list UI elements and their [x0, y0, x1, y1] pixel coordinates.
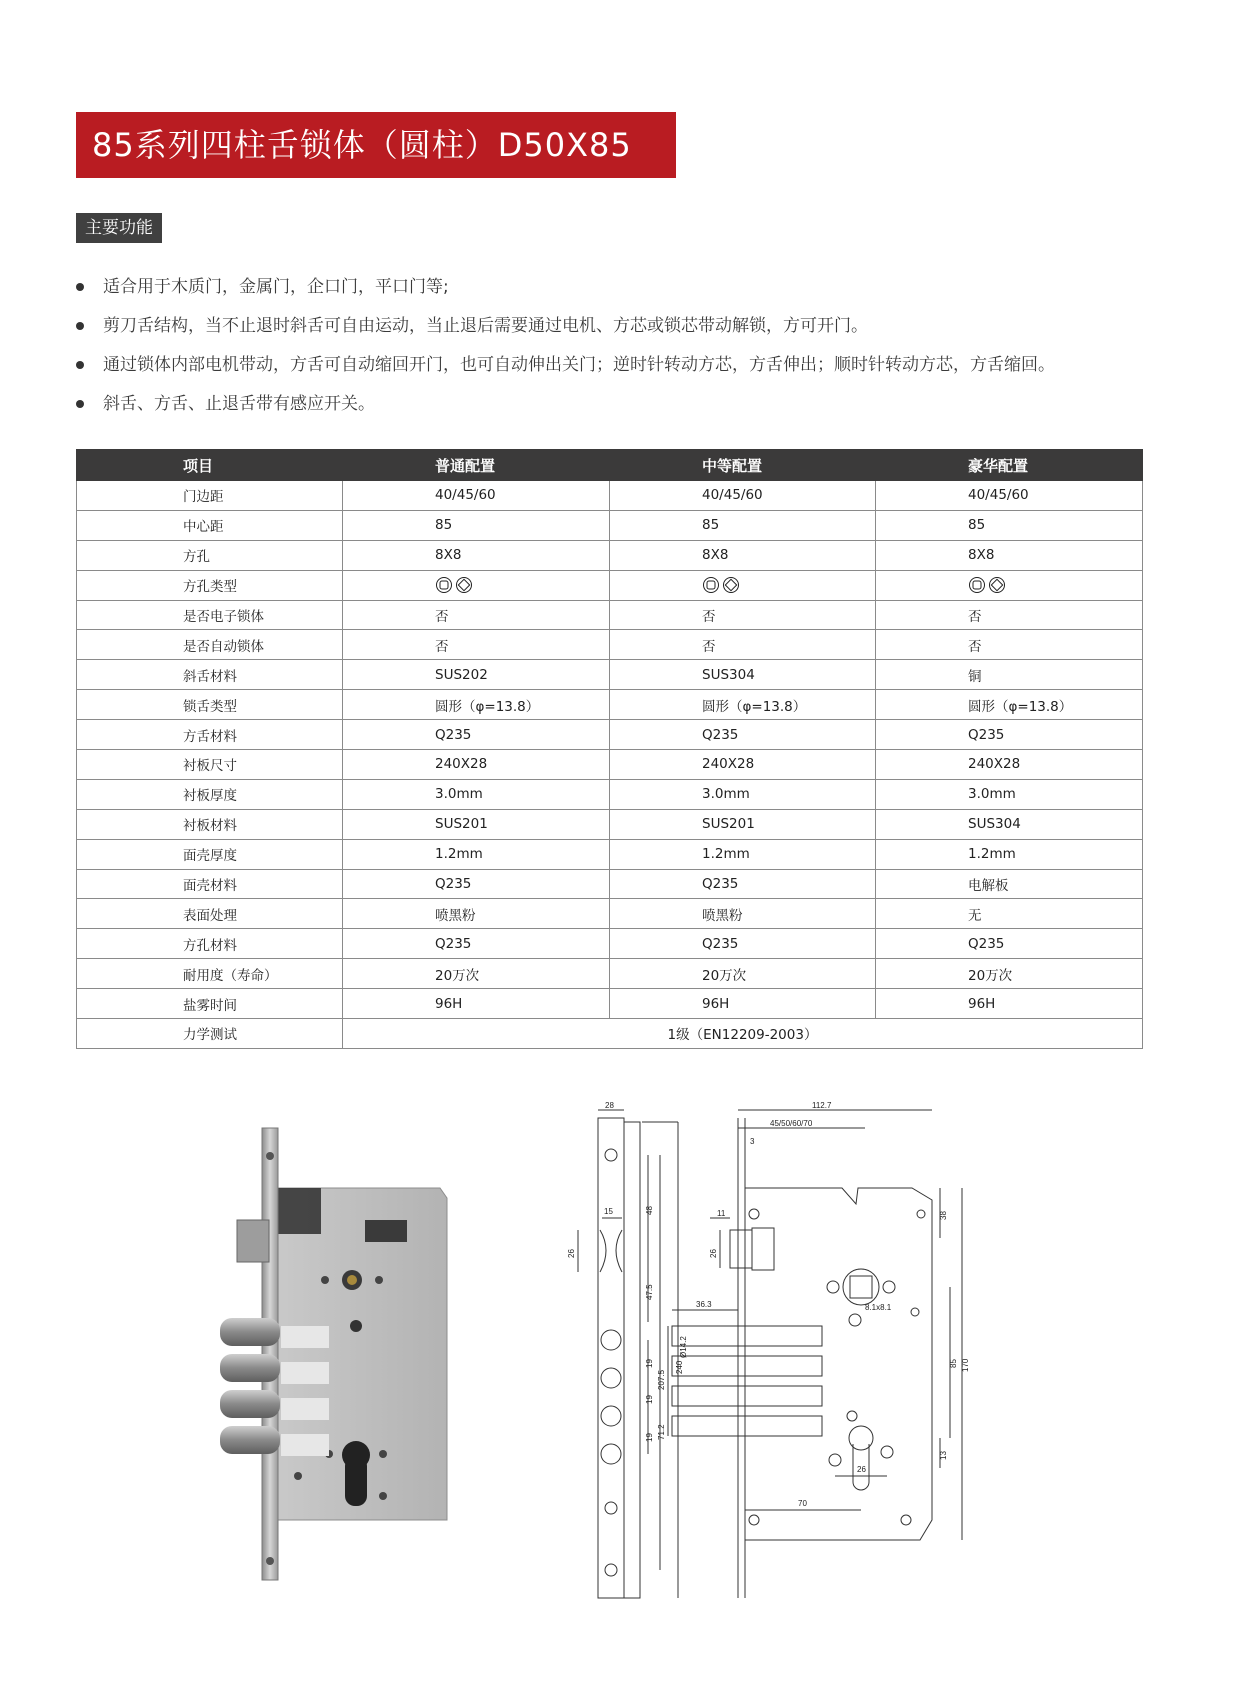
dim-26c: 26: [857, 1465, 866, 1474]
header-basic: 普通配置: [343, 450, 610, 481]
cell-value: 1.2mm: [876, 839, 1143, 869]
cell-value: 240X28: [876, 750, 1143, 780]
bullet-dot-icon: [76, 283, 84, 291]
row-label: 盐雾时间: [77, 989, 343, 1019]
cell-value: 无: [876, 899, 1143, 929]
table-row: [77, 959, 1143, 989]
cell-value: 否: [343, 630, 610, 660]
cell-value: 否: [610, 600, 876, 630]
table-header-row: [77, 450, 1143, 481]
cell-value: SUS201: [610, 809, 876, 839]
row-label: 方孔材料: [77, 929, 343, 959]
cell-value: 20万次: [876, 959, 1143, 989]
cell-value: [610, 570, 876, 600]
cell-value: 85: [610, 510, 876, 540]
cell-value: 圆形（φ=13.8）: [610, 690, 876, 720]
cell-value: [876, 570, 1143, 600]
feature-item: [76, 387, 1176, 426]
feature-text: 适合用于木质门，金属门，企口门，平口门等;: [103, 277, 449, 297]
merged-cell-value: 1级（EN12209-2003）: [343, 1019, 1143, 1049]
cell-value: 40/45/60: [876, 481, 1143, 511]
cell-value: 电解板: [876, 869, 1143, 899]
row-label: 面壳材料: [77, 869, 343, 899]
cell-value: SUS202: [343, 660, 610, 690]
cell-value: 3.0mm: [343, 779, 610, 809]
row-label: 中心距: [77, 510, 343, 540]
dim-85: 85: [949, 1359, 958, 1368]
cell-value: 40/45/60: [343, 481, 610, 511]
dim-19b: 19: [645, 1395, 654, 1404]
feature-text: 剪刀舌结构，当不止退时斜舌可自由运动，当止退后需要通过电机、方芯或锁芯带动解锁，方可开门。: [103, 316, 868, 336]
cell-value: 铜: [876, 660, 1143, 690]
square-hole-icon: [702, 576, 742, 594]
cell-value: 20万次: [343, 959, 610, 989]
cell-value: 96H: [610, 989, 876, 1019]
bullet-dot-icon: [76, 322, 84, 330]
row-label: 衬板尺寸: [77, 750, 343, 780]
dim-28: 28: [605, 1101, 614, 1110]
bullet-dot-icon: [76, 400, 84, 408]
spec-table-body: [77, 481, 1143, 1049]
dim-240: 240: [675, 1360, 684, 1374]
table-row: [77, 570, 1143, 600]
dim-36-3: 36.3: [696, 1300, 712, 1309]
dim-11: 11: [717, 1209, 726, 1218]
cell-value: Q235: [343, 869, 610, 899]
table-row: [77, 690, 1143, 720]
cell-value: 3.0mm: [876, 779, 1143, 809]
table-row: [77, 869, 1143, 899]
row-label: 方孔类型: [77, 570, 343, 600]
row-label: 力学测试: [77, 1019, 343, 1049]
row-label: 耐用度（寿命）: [77, 959, 343, 989]
dim-19c: 19: [645, 1433, 654, 1442]
dim-14-2: Ø14.2: [679, 1336, 688, 1358]
row-label: 衬板材料: [77, 809, 343, 839]
row-label: 衬板厚度: [77, 779, 343, 809]
spec-table: [76, 449, 1143, 1049]
header-item: 项目: [77, 450, 343, 481]
cell-value: Q235: [876, 720, 1143, 750]
table-row: [77, 481, 1143, 511]
table-row: [77, 510, 1143, 540]
cell-value: 否: [876, 600, 1143, 630]
table-row: [77, 809, 1143, 839]
cell-value: 喷黑粉: [343, 899, 610, 929]
table-row: [77, 630, 1143, 660]
cell-value: SUS201: [343, 809, 610, 839]
cell-value: [343, 570, 610, 600]
cell-value: SUS304: [610, 660, 876, 690]
header-luxury: 豪华配置: [876, 450, 1143, 481]
dim-112-7: 112.7: [812, 1101, 832, 1110]
dim-26b: 26: [709, 1249, 718, 1258]
dim-3: 3: [750, 1137, 755, 1146]
cell-value: Q235: [610, 929, 876, 959]
dim-70: 70: [798, 1499, 807, 1508]
table-row: [77, 1019, 1143, 1049]
cell-value: 96H: [876, 989, 1143, 1019]
dim-15: 15: [604, 1207, 613, 1216]
table-row: [77, 839, 1143, 869]
cell-value: 20万次: [610, 959, 876, 989]
cell-value: 96H: [343, 989, 610, 1019]
cell-value: SUS304: [876, 809, 1143, 839]
dim-8x8: 8.1x8.1: [865, 1303, 892, 1312]
dim-13: 13: [939, 1451, 948, 1460]
cell-value: Q235: [876, 929, 1143, 959]
dim-170: 170: [961, 1358, 970, 1372]
cell-value: 3.0mm: [610, 779, 876, 809]
square-hole-icon: [968, 576, 1008, 594]
table-row: [77, 540, 1143, 570]
cell-value: 否: [343, 600, 610, 630]
row-label: 方舌材料: [77, 720, 343, 750]
feature-list: [76, 270, 1176, 426]
dim-45-70: 45/50/60/70: [770, 1119, 813, 1128]
cell-value: 85: [876, 510, 1143, 540]
table-row: [77, 929, 1143, 959]
dim-47-5: 47.5: [645, 1284, 654, 1300]
dim-207-5: 207.5: [657, 1369, 666, 1390]
title-banner: [76, 112, 676, 178]
cell-value: 圆形（φ=13.8）: [876, 690, 1143, 720]
header-mid: 中等配置: [610, 450, 876, 481]
section-label: 主要功能: [76, 213, 162, 243]
feature-text: 斜舌、方舌、止退舌带有感应开关。: [103, 394, 375, 414]
row-label: 斜舌材料: [77, 660, 343, 690]
cell-value: Q235: [343, 720, 610, 750]
table-row: [77, 989, 1143, 1019]
table-row: [77, 779, 1143, 809]
cell-value: 240X28: [343, 750, 610, 780]
cell-value: 否: [876, 630, 1143, 660]
row-label: 是否电子锁体: [77, 600, 343, 630]
bullet-dot-icon: [76, 361, 84, 369]
cell-value: 喷黑粉: [610, 899, 876, 929]
lock-body-photo: [205, 1118, 465, 1588]
cell-value: 8X8: [610, 540, 876, 570]
table-row: [77, 720, 1143, 750]
feature-item: [76, 270, 1176, 309]
dim-71-2: 71.2: [657, 1424, 666, 1440]
row-label: 面壳厚度: [77, 839, 343, 869]
cell-value: 1.2mm: [610, 839, 876, 869]
table-row: [77, 899, 1143, 929]
cell-value: Q235: [610, 720, 876, 750]
cell-value: 否: [610, 630, 876, 660]
feature-item: [76, 348, 1176, 387]
table-row: [77, 600, 1143, 630]
dim-48: 48: [645, 1206, 654, 1215]
dim-19a: 19: [645, 1359, 654, 1368]
row-label: 是否自动锁体: [77, 630, 343, 660]
page-title: 85系列四柱舌锁体（圆柱）D50X85: [92, 126, 632, 164]
dim-38: 38: [939, 1211, 948, 1220]
dim-26a: 26: [567, 1249, 576, 1258]
table-row: [77, 750, 1143, 780]
row-label: 方孔: [77, 540, 343, 570]
cell-value: 1.2mm: [343, 839, 610, 869]
cell-value: Q235: [610, 869, 876, 899]
cell-value: 圆形（φ=13.8）: [343, 690, 610, 720]
row-label: 门边距: [77, 481, 343, 511]
cell-value: 8X8: [876, 540, 1143, 570]
feature-text: 通过锁体内部电机带动，方舌可自动缩回开门，也可自动伸出关门；逆时针转动方芯，方舌伸出；顺时针转动方芯，方舌缩回。: [103, 355, 1055, 375]
cell-value: 240X28: [610, 750, 876, 780]
technical-drawing: [560, 1100, 1040, 1610]
cell-value: 85: [343, 510, 610, 540]
cell-value: 8X8: [343, 540, 610, 570]
square-hole-icon: [435, 576, 475, 594]
cell-value: Q235: [343, 929, 610, 959]
cell-value: 40/45/60: [610, 481, 876, 511]
row-label: 锁舌类型: [77, 690, 343, 720]
row-label: 表面处理: [77, 899, 343, 929]
feature-item: [76, 309, 1176, 348]
table-row: [77, 660, 1143, 690]
